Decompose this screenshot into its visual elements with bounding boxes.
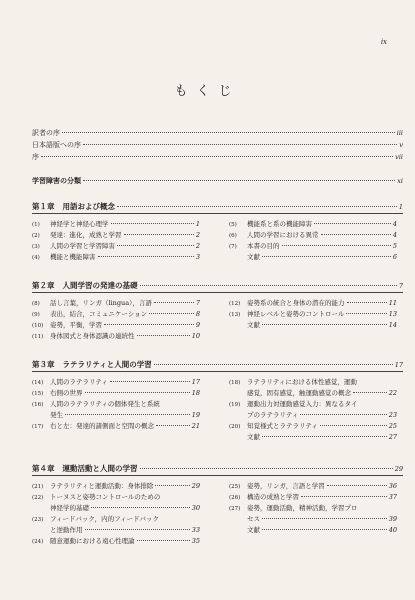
entry-number: (5) <box>229 222 237 228</box>
entry-number: (3) <box>32 244 40 250</box>
leader-dots <box>137 335 190 336</box>
leader-dots <box>154 302 194 303</box>
entry-number: (7) <box>229 244 237 250</box>
leader-dots <box>300 414 386 415</box>
entry-number: (25) <box>229 484 241 490</box>
entry-title: フィードバック，内的フィードバック <box>50 515 159 523</box>
entry-page: 36 <box>388 482 397 490</box>
toc-entry[interactable] <box>229 241 397 252</box>
leader-dots <box>154 364 393 365</box>
entry-page: 35 <box>191 537 200 545</box>
page-title: もくじ <box>174 84 241 99</box>
entry-title: 神経学的基礎 <box>50 504 89 512</box>
toc-entry[interactable] <box>229 432 397 443</box>
entry-number: (9) <box>32 312 40 318</box>
entry-number: (15) <box>32 391 44 397</box>
chapter-title: ラテラリティと人間の学習 <box>62 360 152 369</box>
entry-number: (17) <box>32 424 44 430</box>
entry-number: (8) <box>32 301 40 307</box>
entry-number: (2) <box>32 233 40 239</box>
entry-title: 感覚，固有感覚，触運動感覚の概念 <box>247 389 351 397</box>
front-matter-label: 訳者の序 <box>32 129 60 137</box>
toc-entry[interactable] <box>32 309 200 320</box>
entry-title: ラテラリティにおける体性感覚，運動 <box>247 378 357 386</box>
leader-dots <box>62 132 395 133</box>
entry-title: 人間のラテラリティ <box>50 378 108 386</box>
entry-number: (19) <box>229 402 241 408</box>
leader-dots <box>41 156 393 157</box>
leader-dots <box>83 144 397 145</box>
entry-number: (6) <box>229 233 237 239</box>
entry-title: 機能系と系の機能障害 <box>247 220 312 228</box>
toc-entry[interactable] <box>32 252 200 263</box>
entry-number: (13) <box>229 312 241 318</box>
entry-title: 右側の世界 <box>50 389 83 397</box>
leader-dots <box>85 392 190 393</box>
chapter-title: 運動活動と人間の学習 <box>62 464 138 473</box>
toc-entry[interactable] <box>229 525 397 536</box>
entry-title: 姿勢，平衡，学習 <box>50 321 102 329</box>
leader-dots <box>124 234 194 235</box>
entry-page: 6 <box>392 253 397 261</box>
entry-number: (27) <box>229 506 241 512</box>
entry-number: (23) <box>32 517 44 523</box>
toc-entry[interactable] <box>229 377 397 388</box>
entry-page: 4 <box>392 231 397 239</box>
entry-number: (20) <box>229 424 241 430</box>
entry-title: 人間の学習と学習障害 <box>50 242 115 250</box>
entry-number: (1) <box>32 222 40 228</box>
entry-page: 1 <box>195 220 200 228</box>
entry-title: 知覚様式とラテラリティ <box>247 422 318 430</box>
entry-page: 2 <box>195 231 200 239</box>
entry-page: 2 <box>195 242 200 250</box>
front-matter-page: v <box>399 141 403 149</box>
entry-page: 22 <box>388 389 397 397</box>
chapter-number: 第２章 <box>32 281 55 290</box>
toc-entry[interactable] <box>32 230 200 241</box>
leader-dots <box>110 381 190 382</box>
entry-page: 14 <box>388 321 397 329</box>
front-matter-label: 序 <box>32 153 39 161</box>
chapter-2-right-column <box>229 298 397 331</box>
entry-title: 人間のラテラリティの個体発生と系統 <box>50 400 160 408</box>
chapter-title: 用語および概念 <box>62 202 115 211</box>
entry-title: 文献 <box>247 526 260 534</box>
entry-page: 11 <box>388 299 397 307</box>
chapter-number: 第４章 <box>32 464 55 473</box>
leader-dots <box>98 256 194 257</box>
leader-dots <box>117 245 194 246</box>
chapter-4-right-column <box>229 481 397 536</box>
entry-page: 13 <box>388 310 397 318</box>
entry-page: 5 <box>392 242 397 250</box>
toc-entry[interactable] <box>229 320 397 331</box>
leader-dots <box>320 425 387 426</box>
entry-page: 29 <box>191 482 200 490</box>
entry-number: (4) <box>32 255 40 261</box>
toc-entry[interactable] <box>229 230 397 241</box>
entry-title: 文献 <box>247 321 260 329</box>
leader-dots <box>282 245 391 246</box>
leader-dots <box>347 302 387 303</box>
entry-title: 人間の学習における異常 <box>247 231 319 239</box>
toc-entry[interactable] <box>32 241 200 252</box>
leader-dots <box>111 223 194 224</box>
entry-title: 姿勢，運動活動，精神活動，学習プロ <box>247 504 358 512</box>
entry-page: 37 <box>388 493 397 501</box>
entry-title: 姿勢，リンガ，言語と学習 <box>247 482 325 490</box>
toc-entry[interactable] <box>32 219 200 230</box>
toc-entry[interactable] <box>229 410 397 421</box>
chapter-2-left-column <box>32 298 200 342</box>
front-matter-page: iii <box>396 129 403 137</box>
entry-page: 3 <box>195 253 200 261</box>
chapter-divider <box>32 371 403 372</box>
leader-dots <box>262 529 387 530</box>
page-number: ix <box>380 38 387 46</box>
leader-dots <box>262 324 387 325</box>
chapter-divider <box>32 213 403 214</box>
chapter-title: 人間学習の発達の基礎 <box>62 281 138 290</box>
leader-dots <box>327 485 387 486</box>
entry-page: 18 <box>191 389 200 397</box>
leader-dots <box>140 285 397 286</box>
entry-page: 17 <box>191 378 200 386</box>
chapter-4-left-column <box>32 481 200 547</box>
entry-title: 姿勢系の統合と身体の潜在的能力 <box>247 299 345 307</box>
chapter-page: 29 <box>394 465 403 473</box>
front-matter-page: xi <box>397 177 403 185</box>
entry-page: 21 <box>191 422 200 430</box>
entry-page: 4 <box>392 220 397 228</box>
entry-title: 構造の成熟と学習 <box>247 493 299 501</box>
entry-title: 表出，結合，コミュニケーション <box>50 310 148 318</box>
toc-entry[interactable] <box>32 399 200 410</box>
entry-title: 本書の目的 <box>247 242 280 250</box>
entry-page: 39 <box>388 515 397 523</box>
entry-title: と逆動作用 <box>50 526 83 534</box>
entry-page: 33 <box>191 526 200 534</box>
chapter-page: 7 <box>398 282 403 290</box>
entry-title: 神経レベルと姿勢のコントロール <box>247 310 345 318</box>
toc-entry[interactable] <box>32 492 200 503</box>
entry-number: (10) <box>32 323 44 329</box>
front-matter-item[interactable] <box>32 176 403 186</box>
leader-dots <box>91 507 190 508</box>
chapter-heading-1[interactable] <box>32 201 403 212</box>
toc-entry[interactable] <box>229 252 397 263</box>
toc-entry[interactable] <box>229 219 397 230</box>
chapter-heading-2[interactable] <box>32 280 403 291</box>
toc-entry[interactable] <box>229 503 397 514</box>
entry-page: 27 <box>388 433 397 441</box>
entry-number: (14) <box>32 380 44 386</box>
chapter-3-left-column <box>32 377 200 432</box>
front-matter-item[interactable] <box>32 140 403 150</box>
entry-title: 右と左：発達的諸側面と空間の概念 <box>50 422 154 430</box>
chapter-page: 1 <box>398 203 403 211</box>
chapter-number: 第１章 <box>32 202 55 211</box>
entry-page: 8 <box>195 310 200 318</box>
toc-entry[interactable] <box>229 298 397 309</box>
toc-entry[interactable] <box>32 421 200 432</box>
entry-title: 話し言葉，リンガ（lingua），言語 <box>50 299 152 307</box>
leader-dots <box>104 324 194 325</box>
toc-entry[interactable] <box>32 410 200 421</box>
entry-title: 随意運動における遠心性理論 <box>50 537 135 545</box>
entry-title: 発達：進化，成熟と学習 <box>50 231 122 239</box>
entry-page: 40 <box>388 526 397 534</box>
front-matter-label: 日本語版への序 <box>32 141 81 149</box>
entry-number: (18) <box>229 380 241 386</box>
entry-page: 23 <box>388 411 397 419</box>
entry-number: (26) <box>229 495 241 501</box>
entry-number: (22) <box>32 495 44 501</box>
entry-number: (16) <box>32 402 44 408</box>
entry-number: (24) <box>32 539 44 545</box>
leader-dots <box>353 392 387 393</box>
chapter-1-left-column <box>32 219 200 263</box>
leader-dots <box>65 414 190 415</box>
toc-entry[interactable] <box>32 298 200 309</box>
toc-entry[interactable] <box>32 331 200 342</box>
entry-number: (21) <box>32 484 44 490</box>
toc-entry[interactable] <box>229 492 397 503</box>
entry-title: 文献 <box>247 253 260 261</box>
entry-page: 25 <box>388 422 397 430</box>
entry-page: 7 <box>195 299 200 307</box>
chapter-divider <box>32 292 403 293</box>
chapter-page: 17 <box>394 361 403 369</box>
leader-dots <box>85 529 190 530</box>
entry-title: 身体図式と身体認識の連続性 <box>50 332 135 340</box>
entry-title: プのラテラリティ <box>247 411 299 419</box>
leader-dots <box>301 496 387 497</box>
toc-entry[interactable] <box>229 309 397 320</box>
leader-dots <box>156 425 190 426</box>
front-matter-item[interactable] <box>32 128 403 138</box>
leader-dots <box>137 540 190 541</box>
entry-title: トーヌスと姿勢コントロールのための <box>50 493 161 501</box>
chapter-divider <box>32 475 403 476</box>
toc-entry[interactable] <box>32 536 200 547</box>
toc-entry[interactable] <box>32 503 200 514</box>
chapter-heading-3[interactable] <box>32 359 403 370</box>
entry-title: ラテラリティと運動活動：身体排除 <box>50 482 154 490</box>
entry-page: 9 <box>195 321 200 329</box>
toc-entry[interactable] <box>229 514 397 525</box>
entry-title: 発生 <box>50 411 63 419</box>
leader-dots <box>314 223 391 224</box>
front-matter-page: vii <box>395 153 403 161</box>
leader-dots <box>262 436 387 437</box>
leader-dots <box>149 313 194 314</box>
chapter-number: 第３章 <box>32 360 55 369</box>
leader-dots <box>262 256 391 257</box>
leader-dots <box>117 206 397 207</box>
entry-title: セス <box>247 515 260 523</box>
toc-entry[interactable] <box>229 388 397 399</box>
chapter-3-right-column <box>229 377 397 443</box>
entry-title: 運動出力対運動感覚入力：異なるタイ <box>247 400 358 408</box>
entry-page: 30 <box>191 504 200 512</box>
entry-number: (12) <box>229 301 241 307</box>
front-matter-item[interactable] <box>32 152 403 162</box>
front-matter-label: 学習障害の分類 <box>32 176 81 185</box>
toc-entry[interactable] <box>229 481 397 492</box>
chapter-heading-4[interactable] <box>32 463 403 474</box>
toc-entry[interactable] <box>32 320 200 331</box>
entry-page: 10 <box>191 332 200 340</box>
entry-page: 19 <box>191 411 200 419</box>
chapter-1-right-column <box>229 219 397 263</box>
toc-entry[interactable] <box>229 399 397 410</box>
toc-entry[interactable] <box>32 481 200 492</box>
toc-entry[interactable] <box>229 421 397 432</box>
leader-dots <box>83 180 395 181</box>
leader-dots <box>346 313 386 314</box>
entry-title: 文献 <box>247 433 260 441</box>
toc-entry[interactable] <box>32 514 200 525</box>
toc-entry[interactable] <box>32 377 200 388</box>
leader-dots <box>321 234 391 235</box>
toc-entry[interactable] <box>32 388 200 399</box>
leader-dots <box>262 518 387 519</box>
entry-title: 神経学と神経心理学 <box>50 220 109 228</box>
entry-title: 機能と機能障害 <box>50 253 96 261</box>
entry-number: (11) <box>32 334 44 340</box>
leader-dots <box>155 485 189 486</box>
leader-dots <box>140 468 393 469</box>
toc-entry[interactable] <box>32 525 200 536</box>
